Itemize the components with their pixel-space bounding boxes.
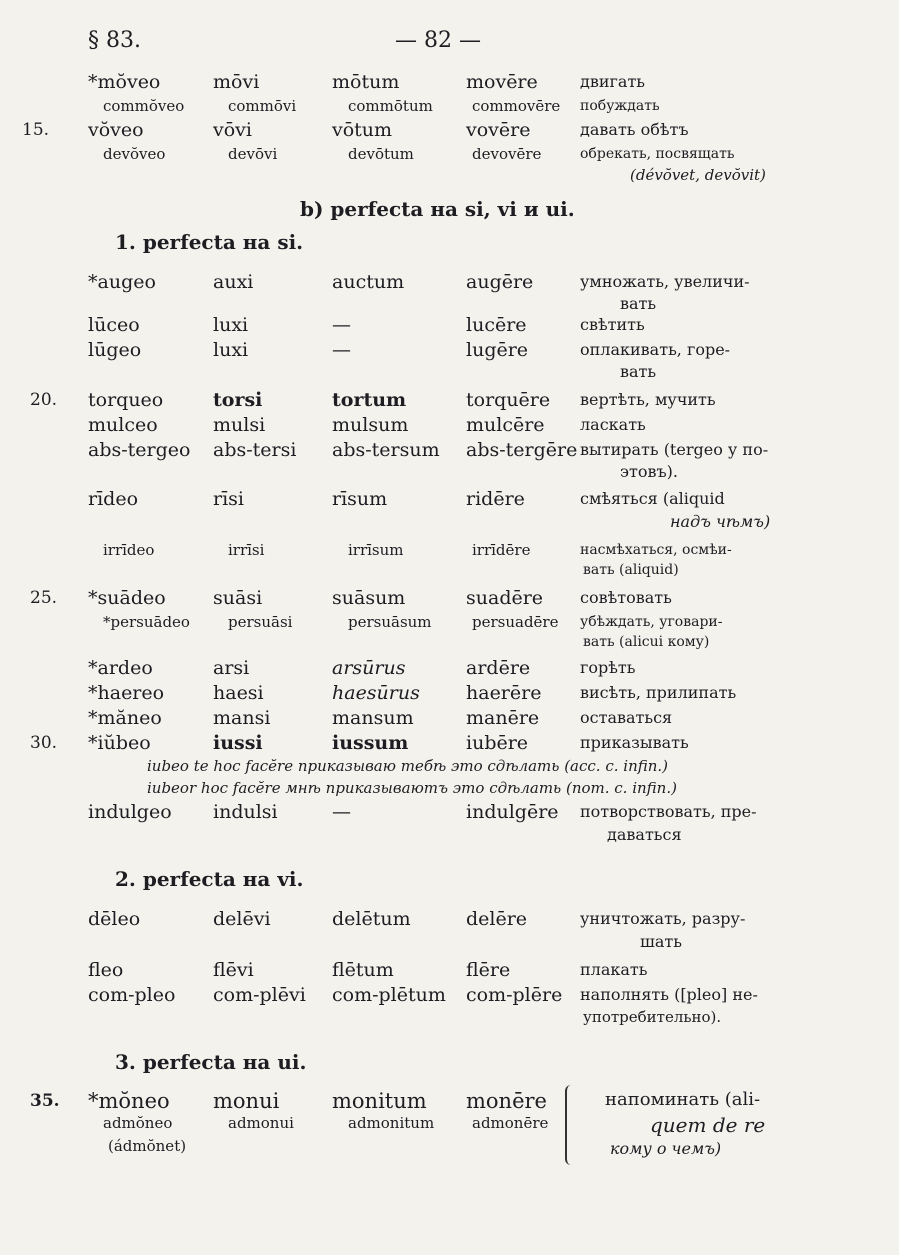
- table-row: [0, 800, 899, 824]
- word-present: lūgeo: [88, 339, 142, 361]
- word-infinitive: monēre: [466, 1089, 547, 1113]
- word-present: *iŭbeo: [88, 732, 151, 754]
- word-supine: auctum: [332, 271, 405, 293]
- word-perfect: luxi: [213, 314, 249, 336]
- word-meaning: напоминать (ali-: [605, 1089, 761, 1110]
- word-meaning: двигать: [580, 72, 646, 91]
- table-row: [0, 413, 899, 437]
- word-meaning: горѣть: [580, 658, 636, 677]
- word-supine: —: [332, 339, 351, 361]
- word-meaning: потворствовать, пре-: [580, 802, 757, 821]
- word-supine: —: [332, 314, 351, 336]
- table-row: [0, 656, 899, 680]
- note: (dévŏvet, devŏvit): [630, 166, 766, 184]
- word-infinitive: ridēre: [466, 488, 525, 510]
- word-present: admŏneo: [103, 1114, 173, 1132]
- word-perfect: auxi: [213, 271, 254, 293]
- word-present: rīdeo: [88, 488, 139, 510]
- usage-note: iubeo te hoc facĕre приказываю тебѣ это сдѣлать (acc. c. infin.): [147, 757, 669, 775]
- word-present: *ardeo: [88, 657, 153, 679]
- subsection-heading: 2. perfecta на vi.: [115, 867, 304, 891]
- word-present: fleo: [88, 959, 124, 981]
- table-row: [0, 731, 899, 755]
- table-row: [0, 1089, 899, 1113]
- word-perfect: persuāsi: [228, 613, 293, 631]
- word-supine: haesūrus: [332, 682, 420, 704]
- word-supine: commōtum: [348, 97, 433, 115]
- word-supine: rīsum: [332, 488, 388, 510]
- table-row: [0, 313, 899, 337]
- word-meaning: побуждать: [580, 98, 660, 114]
- word-meaning: висѣть, прилипать: [580, 683, 737, 702]
- word-supine: arsūrus: [332, 657, 406, 679]
- word-infinitive: ardēre: [466, 657, 531, 679]
- word-meaning: вертѣть, мучить: [580, 390, 716, 409]
- word-meaning: свѣтить: [580, 315, 645, 334]
- word-perfect: rīsi: [213, 488, 244, 510]
- table-row: [0, 958, 899, 982]
- word-meaning: уничтожать, разру-: [580, 909, 746, 928]
- word-supine: monitum: [332, 1089, 427, 1113]
- word-meaning: обрекать, посвящать: [580, 146, 735, 162]
- word-infinitive: delēre: [466, 908, 528, 930]
- word-supine: tortum: [332, 389, 407, 411]
- meaning-continuation: вать (aliquid): [583, 562, 679, 578]
- section-heading: b) perfecta на si, vi и ui.: [300, 197, 575, 221]
- meaning-continuation: даваться: [607, 825, 682, 844]
- word-infinitive: commovēre: [472, 97, 561, 115]
- word-infinitive: torquēre: [466, 389, 551, 411]
- word-present: indulgeo: [88, 801, 172, 823]
- word-infinitive: augēre: [466, 271, 534, 293]
- meaning-continuation: употребительно).: [583, 1008, 722, 1026]
- word-infinitive: lugēre: [466, 339, 529, 361]
- table-row: [0, 338, 899, 362]
- word-perfect: irrīsi: [228, 541, 265, 559]
- word-present: abs-tergeo: [88, 439, 191, 461]
- word-infinitive: indulgēre: [466, 801, 559, 823]
- word-perfect: flēvi: [213, 959, 254, 981]
- word-perfect: commōvi: [228, 97, 297, 115]
- word-perfect: iussi: [213, 732, 263, 754]
- word-infinitive: admonēre: [472, 1114, 549, 1132]
- meaning-continuation: надъ чѣмъ): [670, 512, 771, 531]
- word-supine: admonitum: [348, 1114, 435, 1132]
- word-supine: delētum: [332, 908, 411, 930]
- word-infinitive: lucēre: [466, 314, 527, 336]
- word-meaning: вытирать (tergeo у по-: [580, 440, 769, 459]
- word-infinitive: persuadēre: [472, 613, 559, 631]
- word-present: *măneo: [88, 707, 162, 729]
- table-row: [0, 388, 899, 412]
- word-meaning: смѣяться (aliquid: [580, 489, 725, 508]
- word-supine: suāsum: [332, 587, 406, 609]
- table-row: [0, 983, 899, 1007]
- word-meaning: приказывать: [580, 733, 689, 752]
- word-present: com-pleo: [88, 984, 176, 1006]
- line-number: 20.: [30, 390, 58, 410]
- word-infinitive: movēre: [466, 71, 538, 93]
- word-infinitive: suadēre: [466, 587, 544, 609]
- word-supine: devōtum: [348, 145, 414, 163]
- section-number: § 83.: [88, 28, 141, 53]
- word-present: lūceo: [88, 314, 140, 336]
- table-row: [0, 438, 899, 462]
- word-present: vŏveo: [88, 119, 144, 141]
- table-row: [0, 487, 899, 511]
- word-infinitive: mulcēre: [466, 414, 545, 436]
- word-present: dēleo: [88, 908, 141, 930]
- word-infinitive: manēre: [466, 707, 540, 729]
- word-perfect: mansi: [213, 707, 271, 729]
- word-supine: mōtum: [332, 71, 400, 93]
- word-supine: vōtum: [332, 119, 393, 141]
- word-perfect: torsi: [213, 389, 263, 411]
- meaning-continuation: вать: [620, 362, 657, 381]
- word-infinitive: com-plēre: [466, 984, 563, 1006]
- word-perfect: indulsi: [213, 801, 278, 823]
- word-supine: flētum: [332, 959, 394, 981]
- brace: [565, 1085, 579, 1165]
- word-meaning: кому о чемъ): [610, 1139, 722, 1158]
- subsection-heading: 3. perfecta на ui.: [115, 1050, 307, 1074]
- word-present: *mŏneo: [88, 1089, 170, 1113]
- word-supine: persuāsum: [348, 613, 432, 631]
- word-supine: mansum: [332, 707, 414, 729]
- word-present: irrīdeo: [103, 541, 155, 559]
- word-perfect: abs-tersi: [213, 439, 297, 461]
- line-number: 35.: [30, 1091, 60, 1111]
- meaning-continuation: вать (alicui кому): [583, 634, 710, 650]
- table-row: [0, 907, 899, 931]
- word-perfect: vōvi: [213, 119, 252, 141]
- word-perfect: luxi: [213, 339, 249, 361]
- note: (ádmŏnet): [108, 1137, 187, 1155]
- word-meaning: ласкать: [580, 415, 646, 434]
- word-meaning: убѣждать, уговари-: [580, 614, 723, 630]
- table-row: [0, 612, 899, 632]
- word-meaning: давать обѣтъ: [580, 120, 689, 139]
- word-perfect: arsi: [213, 657, 250, 679]
- word-present: devŏveo: [103, 145, 166, 163]
- word-present: torqueo: [88, 389, 164, 411]
- word-infinitive: devovēre: [472, 145, 542, 163]
- meaning-continuation: этовъ).: [620, 462, 678, 481]
- word-present: *suādeo: [88, 587, 166, 609]
- word-infinitive: iubēre: [466, 732, 529, 754]
- table-row: [0, 270, 899, 294]
- word-perfect: delēvi: [213, 908, 271, 930]
- word-perfect: mulsi: [213, 414, 266, 436]
- page-number: — 82 —: [395, 28, 481, 53]
- word-present: *mŏveo: [88, 71, 161, 93]
- word-present: *haereo: [88, 682, 165, 704]
- subsection-heading: 1. perfecta на si.: [115, 230, 304, 254]
- word-infinitive: flēre: [466, 959, 511, 981]
- word-supine: irrīsum: [348, 541, 404, 559]
- line-number: 25.: [30, 588, 58, 608]
- word-meaning: совѣтовать: [580, 588, 672, 607]
- word-meaning: насмѣхаться, осмѣи-: [580, 542, 732, 558]
- word-meaning: умножать, увеличи-: [580, 272, 750, 291]
- word-meaning: оплакивать, горе-: [580, 340, 731, 359]
- word-perfect: haesi: [213, 682, 264, 704]
- word-perfect: com-plēvi: [213, 984, 306, 1006]
- word-present: *persuādeo: [103, 613, 190, 631]
- word-supine: iussum: [332, 732, 409, 754]
- word-infinitive: haerēre: [466, 682, 542, 704]
- word-present: commŏveo: [103, 97, 185, 115]
- table-row: [0, 70, 899, 94]
- word-supine: abs-tersum: [332, 439, 440, 461]
- table-row: [0, 118, 899, 142]
- word-meaning: наполнять ([pleo] не-: [580, 985, 758, 1004]
- word-supine: mulsum: [332, 414, 409, 436]
- line-number: 15.: [22, 120, 50, 140]
- word-perfect: mōvi: [213, 71, 260, 93]
- word-perfect: monui: [213, 1089, 280, 1113]
- table-row: [0, 706, 899, 730]
- meaning-continuation: шать: [640, 932, 682, 951]
- table-row: [0, 681, 899, 705]
- word-present: mulceo: [88, 414, 158, 436]
- word-meaning: quem de re: [650, 1113, 766, 1137]
- table-row: [0, 144, 899, 164]
- word-present: *augeo: [88, 271, 156, 293]
- word-perfect: suāsi: [213, 587, 263, 609]
- word-meaning: оставаться: [580, 708, 673, 727]
- table-row: [0, 586, 899, 610]
- word-infinitive: vovēre: [466, 119, 531, 141]
- word-infinitive: abs-tergēre: [466, 439, 578, 461]
- table-row: [0, 540, 899, 560]
- word-meaning: плакать: [580, 960, 648, 979]
- word-perfect: admonui: [228, 1114, 294, 1132]
- table-row: [0, 96, 899, 116]
- word-supine: com-plētum: [332, 984, 446, 1006]
- meaning-continuation: вать: [620, 294, 657, 313]
- word-perfect: devōvi: [228, 145, 278, 163]
- word-infinitive: irrīdēre: [472, 541, 531, 559]
- line-number: 30.: [30, 733, 58, 753]
- word-supine: —: [332, 801, 351, 823]
- usage-note: iubeor hoc facĕre мнѣ приказываютъ это сдѣлать (nom. c. infin.): [147, 779, 677, 797]
